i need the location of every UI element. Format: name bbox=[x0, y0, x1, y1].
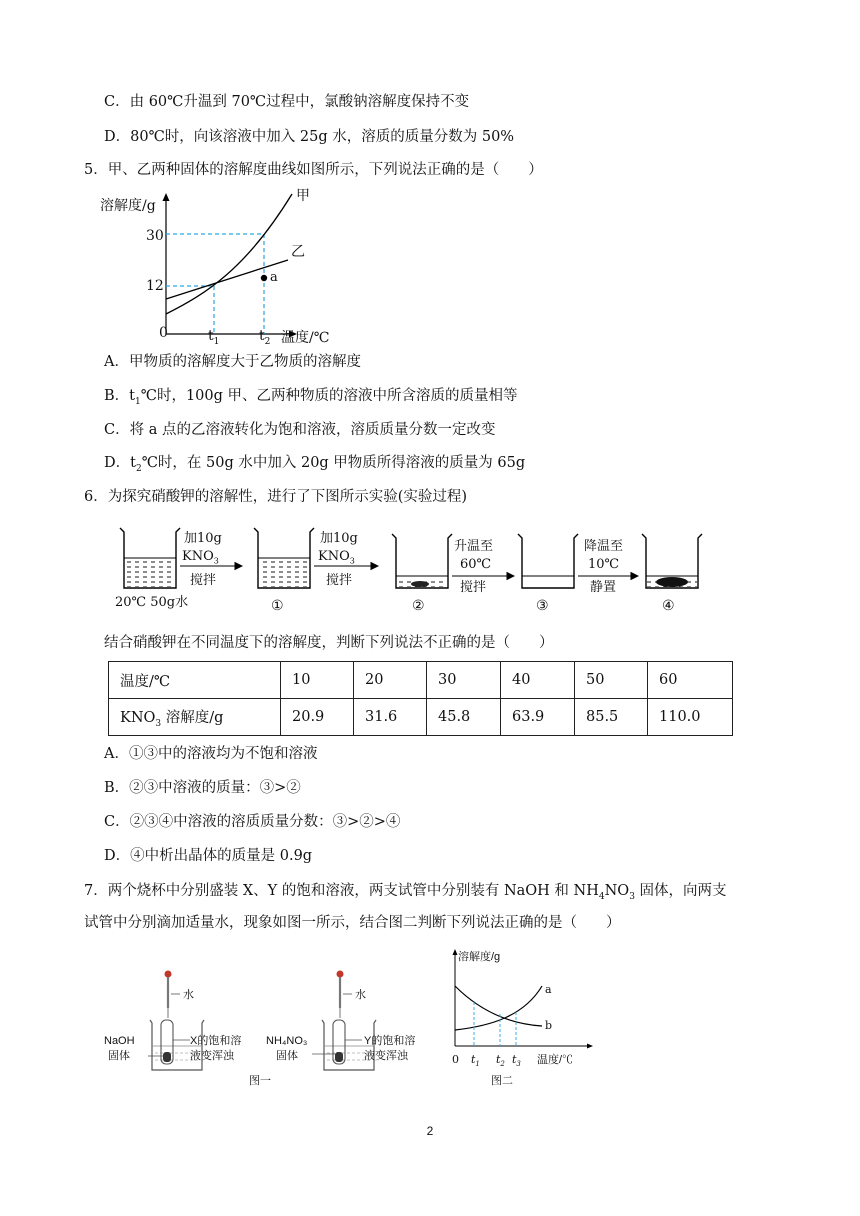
q5-option-a: A．甲物质的溶解度大于乙物质的溶解度 bbox=[104, 354, 361, 370]
table-cell: 60 bbox=[648, 662, 733, 699]
q6-option-c: C．②③④中溶液的溶质质量分数：③>②>④ bbox=[104, 814, 401, 830]
q6-step1-mid: $KNO_3$ bbox=[182, 549, 219, 566]
table-cell: 40 bbox=[501, 662, 575, 699]
q6-step3-top: 升温至 bbox=[454, 539, 494, 554]
q5-graph-xlabel: 温度/℃ bbox=[281, 330, 330, 346]
table-cell: 50 bbox=[575, 662, 648, 699]
q6-step3-bot: 搅拌 bbox=[460, 580, 487, 595]
q7-fig2-curve-a: a bbox=[545, 983, 552, 996]
table-head-solubility: $KNO_3$ 溶解度/g bbox=[109, 699, 281, 736]
q7-fig1-y-label: Y的饱和溶 液变浑浊 bbox=[364, 1035, 416, 1062]
q4-option-d: D．80℃时，向该溶液中加入 25g 水，溶质的质量分数为 50% bbox=[104, 129, 515, 145]
q6-step3-mid: 60℃ bbox=[460, 557, 492, 572]
q7-stem-line1: 7．两个烧杯中分别盛装 X、Y 的饱和溶液，两支试管中分别装有 NaOH 和 $NH_4NO_3$ 固体，向两支 bbox=[84, 883, 727, 902]
q7-fig1-nh4no3-label: NH₄NO₃ 固体 bbox=[266, 1035, 308, 1062]
q6-step2-bot: 搅拌 bbox=[326, 573, 353, 588]
table-cell: 63.9 bbox=[501, 699, 575, 736]
q5-graph-ylabel: 溶解度/g bbox=[100, 198, 156, 214]
q6-stem: 6．为探究硝酸钾的溶解性，进行了下图所示实验(实验过程) bbox=[84, 489, 468, 505]
q6-intro: 结合硝酸钾在不同温度下的溶解度，判断下列说法不正确的是（ ） bbox=[104, 635, 554, 651]
table-cell: 20.9 bbox=[281, 699, 354, 736]
q7-fig2-t2: $t_2$ bbox=[496, 1053, 505, 1069]
q6-option-d: D．④中析出晶体的质量是 0.9g bbox=[104, 848, 313, 864]
q4-option-c: C．由 60℃升温到 70℃过程中，氯酸钠溶解度保持不变 bbox=[104, 94, 470, 110]
q7-fig1-caption: 图一 bbox=[249, 1075, 271, 1087]
table-cell: 30 bbox=[427, 662, 501, 699]
q5-graph-tick-30: 30 bbox=[146, 228, 164, 244]
q5-graph-tick-12: 12 bbox=[146, 278, 164, 294]
q6-step2-mid: $KNO_3$ bbox=[318, 549, 355, 566]
q7-fig2-curve-b: b bbox=[545, 1019, 553, 1032]
q6-step4-top: 降温至 bbox=[584, 539, 624, 554]
table-cell: 10 bbox=[281, 662, 354, 699]
table-head-temp: 温度/℃ bbox=[109, 662, 281, 699]
q5-option-c: C．将 a 点的乙溶液转化为饱和溶液，溶质质量分数一定改变 bbox=[104, 422, 496, 438]
q7-fig2-origin: 0 bbox=[452, 1053, 459, 1066]
q6-step1-top: 加10g bbox=[184, 531, 222, 546]
q7-fig1-water-label-2: 水 bbox=[355, 989, 366, 1001]
q6-option-b: B．②③中溶液的质量：③>② bbox=[104, 780, 301, 796]
q6-step2-top: 加10g bbox=[320, 531, 358, 546]
q6-beaker-label-3: ③ bbox=[536, 598, 549, 614]
q5-graph-t1: $t_1$ bbox=[208, 328, 220, 347]
q7-fig2-t1: $t_1$ bbox=[471, 1053, 480, 1069]
q5-option-b: B．$t_1℃$时，100g 甲、乙两种物质的溶液中所含溶质的质量相等 bbox=[104, 388, 518, 407]
q7-fig2-t3: $t_3$ bbox=[512, 1053, 521, 1069]
q7-fig1-water-label-1: 水 bbox=[183, 989, 194, 1001]
q7-fig2-ylabel: 溶解度/g bbox=[458, 951, 501, 963]
table-cell: 31.6 bbox=[354, 699, 427, 736]
table-cell: 20 bbox=[354, 662, 427, 699]
q7-fig2-xlabel: 温度/℃ bbox=[537, 1054, 574, 1066]
q5-graph-label-jia: 甲 bbox=[296, 188, 310, 204]
q5-option-d: D．$t_2℃$时，在 50g 水中加入 20g 甲物质所得溶液的质量为 65g bbox=[104, 455, 526, 474]
table-cell: 45.8 bbox=[427, 699, 501, 736]
q7-fig1-naoh-label: NaOH 固体 bbox=[104, 1035, 135, 1062]
table-cell: 85.5 bbox=[575, 699, 648, 736]
q6-beaker-label-4: ④ bbox=[662, 598, 675, 614]
q7-fig2-caption: 图二 bbox=[491, 1075, 513, 1087]
q7-stem-line2: 试管中分别滴加适量水，现象如图一所示，结合图二判断下列说法正确的是（ ） bbox=[84, 915, 621, 931]
q6-solubility-table bbox=[108, 661, 733, 736]
q6-step1-bot: 搅拌 bbox=[190, 573, 217, 588]
q6-step4-bot: 静置 bbox=[590, 580, 617, 595]
q6-beaker-label-2: ② bbox=[412, 598, 425, 614]
q6-step4-mid: 10℃ bbox=[588, 557, 620, 572]
q5-graph-t2: $t_2$ bbox=[259, 328, 271, 347]
q7-fig1-x-label: X的饱和溶 液变浑浊 bbox=[190, 1035, 242, 1062]
q5-graph-point-a: a bbox=[270, 270, 278, 285]
q6-beaker-label-1: ① bbox=[271, 598, 284, 614]
page-number: 2 bbox=[426, 1124, 434, 1138]
q5-graph-label-yi: 乙 bbox=[291, 244, 305, 260]
q5-graph-origin: 0 bbox=[159, 325, 168, 341]
q5-stem: 5．甲、乙两种固体的溶解度曲线如图所示，下列说法正确的是（ ） bbox=[84, 162, 543, 178]
table-row bbox=[109, 662, 733, 699]
table-cell: 110.0 bbox=[648, 699, 733, 736]
table-row bbox=[109, 699, 733, 736]
q6-start-label: 20℃ 50g水 bbox=[115, 595, 189, 610]
q6-option-a: A．①③中的溶液均为不饱和溶液 bbox=[104, 746, 318, 762]
